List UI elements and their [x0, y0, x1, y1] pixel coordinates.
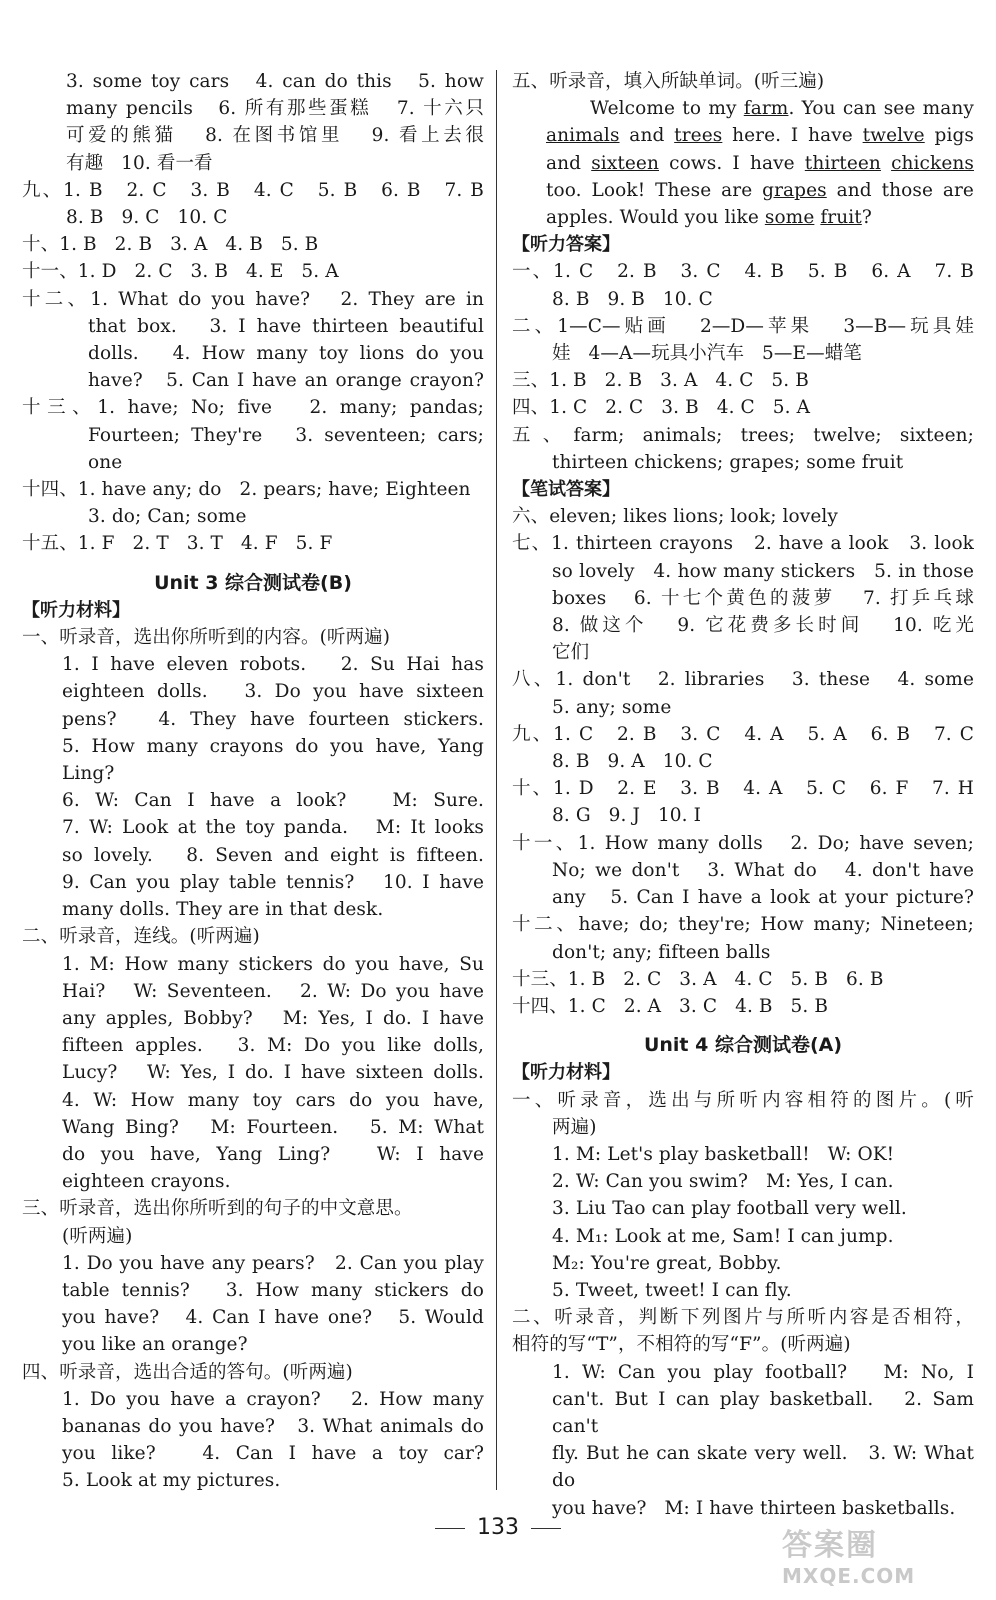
unit-heading: Unit 3 综合测试卷(B) — [154, 571, 352, 594]
answer-line: 十四、1. C 2. A 3. C 4. B 5. B — [512, 995, 829, 1017]
text-line: bananas do you have? 3. What animals do — [62, 1415, 484, 1437]
text-line: Lucy? W: Yes, I do. I have sixteen dolls. — [62, 1062, 484, 1084]
text-line: 两遍) — [552, 1116, 597, 1138]
text-line: so lovely. 8. Seven and eight is fifteen. — [62, 844, 484, 866]
page-number-text: 133 — [477, 1515, 519, 1540]
passage-line: apples. Would you like some fruit? — [546, 207, 872, 229]
answer-line: dolls. 4. How many toy lions do you — [88, 343, 484, 365]
left-column — [22, 68, 490, 1495]
answer-line: 十三、1. B 2. C 3. A 4. C 5. B 6. B — [512, 968, 884, 990]
text-line: 1. Do you have a crayon? 2. How many — [62, 1388, 484, 1410]
question-heading: 一、听录音，选出你所听到的内容。(听两遍) — [22, 627, 391, 649]
text-line: 3. Liu Tao can play football very well. — [552, 1198, 907, 1220]
answer-line: 8. B 9. A 10. C — [552, 751, 713, 773]
question-heading: 相符的写“T”，不相符的写“F”。(听两遍) — [512, 1334, 851, 1356]
text-line: 1. W: Can you play football? M: No, I — [552, 1361, 974, 1383]
question-heading: 三、听录音，选出你所听到的句子的中文意思。 — [22, 1198, 413, 1220]
right-column — [512, 68, 980, 1522]
passage-line: and sixteen cows. I have thirteen chickens — [546, 152, 974, 174]
answer-line: No; we don't 3. What do 4. don't have — [552, 859, 974, 881]
text-line: 有趣 10. 看一看 — [66, 152, 213, 174]
text-line: any apples, Bobby? M: Yes, I do. I have — [62, 1007, 484, 1029]
text-line: you like? 4. Can I have a toy car? — [62, 1443, 484, 1465]
text-line: you have? 4. Can I have one? 5. Would — [62, 1307, 484, 1329]
answer-line: 五、farm; animals; trees; twelve; sixteen; — [512, 424, 974, 446]
question-heading: 五、听录音，填入所缺单词。(听三遍) — [512, 71, 825, 92]
answer-line: 七、1. thirteen crayons 2. have a look 3. look — [512, 533, 974, 555]
answer-line: 六、eleven; likes lions; look; lovely — [512, 506, 838, 528]
answer-line: boxes 6. 十七个黄色的菠萝 7. 打乒乓球 — [552, 587, 974, 609]
section-label: 【听力答案】 — [512, 234, 620, 256]
section-label: 【听力材料】 — [22, 599, 130, 621]
text-line: eighteen dolls. 3. Do you have sixteen — [62, 681, 484, 703]
text-line: many dolls. They are in that desk. — [62, 899, 384, 921]
dash-right — [531, 1528, 561, 1529]
text-line: 1. Do you have any pears? 2. Can you play — [62, 1252, 484, 1274]
section-label: 【听力材料】 — [512, 1062, 620, 1084]
answer-line: don't; any; fifteen balls — [552, 941, 771, 963]
answer-line: 5. any; some — [552, 696, 672, 718]
question-heading: 二、听录音，判断下列图片与所听内容是否相符， — [512, 1307, 974, 1329]
text-line: 5. Tweet, tweet! I can fly. — [552, 1279, 792, 1301]
text-line: 1. I have eleven robots. 2. Su Hai has — [62, 654, 484, 676]
answer-line: 八、1. don't 2. libraries 3. these 4. some — [512, 669, 974, 691]
text-line: 9. Can you play table tennis? 10. I have — [62, 871, 484, 893]
answer-line: 三、1. B 2. B 3. A 4. C 5. B — [512, 370, 809, 392]
answer-line: 十五、1. F 2. T 3. T 4. F 5. F — [22, 533, 333, 555]
answer-line: 8. 做这个 9. 它花费多长时间 10. 吃光 — [552, 615, 974, 637]
text-line: pens? 4. They have fourteen stickers. — [62, 708, 484, 730]
watermark-logo — [782, 1520, 982, 1590]
answer-line: 一、1. C 2. B 3. C 4. B 5. B 6. A 7. B — [512, 261, 974, 283]
text-line: can't. But I can play basketball. 2. Sam can't — [552, 1388, 980, 1437]
answer-line: 九、1. C 2. B 3. C 4. A 5. A 6. B 7. C — [512, 723, 974, 745]
watermark-text: 答案圈 — [782, 1528, 878, 1563]
answer-line: that box. 3. I have thirteen beautiful — [88, 315, 484, 337]
answer-line: 十二、have; do; they're; How many; Nineteen; — [512, 914, 974, 936]
answer-line: 十一、1. D 2. C 3. B 4. E 5. A — [22, 261, 339, 283]
text-line: 6. W: Can I have a look? M: Sure. — [62, 790, 484, 812]
unit-heading: Unit 4 综合测试卷(A) — [643, 1034, 843, 1057]
passage-line: animals and trees here. I have twelve pigs — [546, 125, 974, 147]
dash-left — [435, 1528, 465, 1529]
text-line: 4. M₁: Look at me, Sam! I can jump. — [552, 1225, 894, 1247]
text-line: you have? M: I have thirteen basketballs. — [552, 1497, 956, 1519]
answer-line: 十、1. D 2. E 3. B 4. A 5. C 6. F 7. H — [512, 778, 974, 800]
column-divider — [496, 70, 497, 1490]
text-line: 3. some toy cars 4. can do this 5. how — [66, 71, 484, 92]
answer-line: 十三、1. have; No; five 2. many; pandas; — [22, 397, 484, 419]
text-line: M₂: You're great, Bobby. — [552, 1252, 782, 1274]
text-line: 5. How many crayons do you have, Yang Ling? — [62, 735, 490, 785]
text-line: 1. M: How many stickers do you have, Su — [62, 953, 484, 975]
question-heading: 四、听录音，选出合适的答句。(听两遍) — [22, 1361, 353, 1383]
text-line: you like an orange? — [62, 1334, 248, 1356]
text-line: 7. W: Look at the toy panda. M: It looks — [62, 817, 484, 839]
question-heading: 二、听录音，连线。(听两遍) — [22, 926, 260, 948]
answer-line: 娃 4—A—玩具小汽车 5—E—蜡笔 — [552, 343, 862, 365]
text-line: Hai? W: Seventeen. 2. W: Do you have — [62, 980, 484, 1002]
answer-line: 8. G 9. J 10. I — [552, 805, 702, 827]
passage-line: Welcome to my farm. You can see many — [590, 98, 974, 120]
answer-line: so lovely 4. how many stickers 5. in those — [552, 560, 974, 582]
answer-line: have? 5. Can I have an orange crayon? — [88, 370, 484, 392]
answer-line: any 5. Can I have a look at your picture? — [552, 887, 974, 909]
answer-line: thirteen chickens; grapes; some fruit — [552, 451, 904, 473]
answer-line: Fourteen; They're 3. seventeen; cars; one — [88, 424, 490, 473]
answer-line: 十一、1. How many dolls 2. Do; have seven; — [512, 832, 974, 854]
answer-line: 二、1—C—贴画 2—D—苹果 3—B—玩具娃 — [512, 315, 974, 337]
text-line: 4. W: How many toy cars do you have, — [62, 1089, 484, 1111]
text-line: Wang Bing? M: Fourteen. 5. M: What — [62, 1116, 484, 1138]
text-line: 5. Look at my pictures. — [62, 1470, 281, 1492]
answer-line: 九、1. B 2. C 3. B 4. C 5. B 6. B 7. B — [22, 179, 484, 201]
text-line: (听两遍) — [62, 1225, 133, 1247]
text-line: fly. But he can skate very well. 3. W: What do — [552, 1443, 980, 1492]
passage-line: too. Look! These are grapes and those are — [546, 179, 974, 201]
answer-line: 十四、1. have any; do 2. pears; have; Eighteen — [22, 479, 471, 501]
answer-line: 四、1. C 2. C 3. B 4. C 5. A — [512, 397, 811, 419]
text-line: eighteen crayons. — [62, 1171, 231, 1193]
answer-line: 8. B 9. B 10. C — [552, 288, 713, 310]
text-line: 1. M: Let's play basketball! W: OK! — [552, 1143, 895, 1165]
watermark-url: MXQE.COM — [782, 1564, 916, 1588]
text-line: do you have, Yang Ling? W: I have — [62, 1143, 484, 1165]
section-label: 【笔试答案】 — [512, 479, 620, 501]
answer-line: 8. B 9. C 10. C — [66, 207, 228, 229]
answer-line: 十二、1. What do you have? 2. They are in — [22, 288, 484, 310]
question-heading: 一、听录音，选出与所听内容相符的图片。(听 — [512, 1089, 974, 1111]
text-line: 2. W: Can you swim? M: Yes, I can. — [552, 1171, 894, 1193]
text-line: fifteen apples. 3. M: Do you like dolls, — [62, 1035, 484, 1057]
answer-line: 十、1. B 2. B 3. A 4. B 5. B — [22, 234, 319, 256]
answer-line: 它们 — [552, 642, 590, 664]
text-line: many pencils 6. 所有那些蛋糕 7. 十六只 — [66, 98, 484, 120]
answer-line: 3. do; Can; some — [88, 506, 247, 528]
text-line: table tennis? 3. How many stickers do — [62, 1279, 484, 1301]
text-line: 可爱的熊猫 8. 在图书馆里 9. 看上去很 — [66, 125, 484, 147]
